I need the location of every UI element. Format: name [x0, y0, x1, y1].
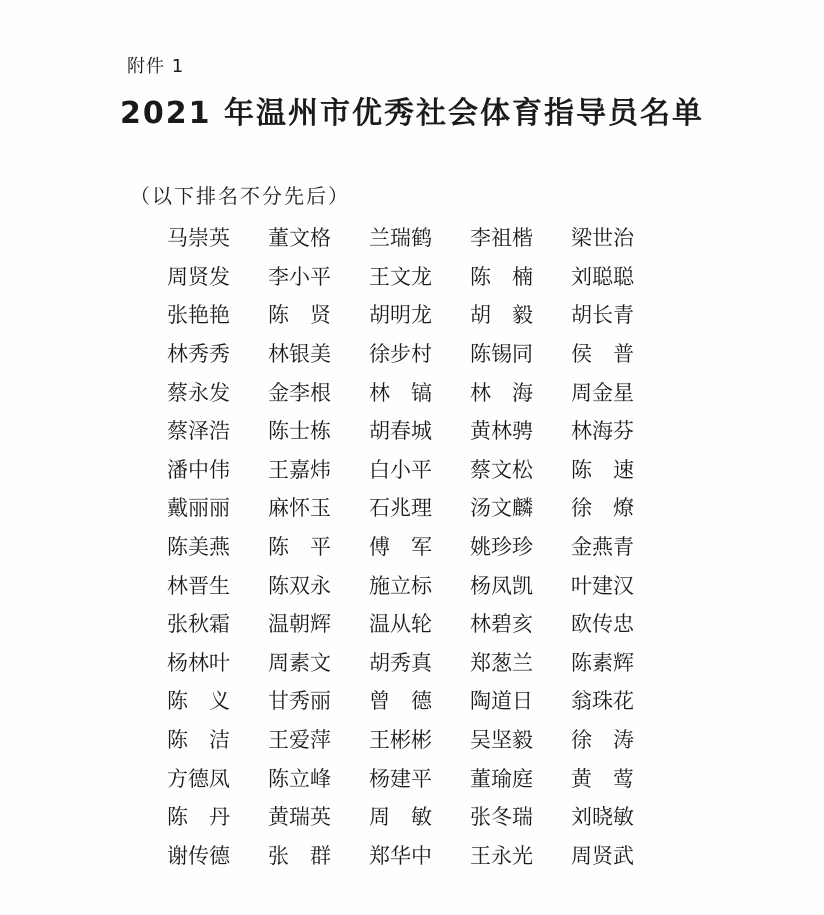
person-name: 金燕青 — [571, 535, 634, 560]
person-name: 黄 莺 — [571, 766, 634, 791]
person-name: 潘中伟 — [167, 457, 230, 482]
person-name: 董瑜庭 — [470, 766, 533, 791]
person-name: 兰瑞鹤 — [369, 226, 432, 251]
person-name: 陈士栋 — [268, 419, 331, 444]
person-name: 张冬瑞 — [470, 805, 533, 830]
person-name: 胡长青 — [571, 303, 634, 328]
person-name: 陈双永 — [268, 573, 331, 598]
person-name: 刘晓敏 — [571, 805, 634, 830]
person-name: 施立标 — [369, 573, 432, 598]
name-row — [148, 295, 668, 334]
person-name: 蔡泽浩 — [167, 419, 230, 444]
person-name: 黄林骋 — [470, 419, 533, 444]
person-name: 陈美燕 — [167, 535, 230, 560]
person-name: 姚珍珍 — [470, 535, 533, 560]
person-name: 李小平 — [268, 264, 331, 289]
person-name: 董文格 — [268, 226, 331, 251]
person-name: 汤文麟 — [470, 496, 533, 521]
person-name: 陈 义 — [167, 689, 230, 714]
person-name: 傅 军 — [369, 535, 432, 560]
person-name: 张 群 — [268, 843, 331, 868]
name-row — [148, 218, 668, 257]
person-name: 金李根 — [268, 380, 331, 405]
person-name: 黄瑞英 — [268, 805, 331, 830]
name-row — [148, 527, 668, 566]
person-name: 林 海 — [470, 380, 533, 405]
person-name: 吴坚毅 — [470, 728, 533, 753]
person-name: 白小平 — [369, 457, 432, 482]
person-name: 马崇英 — [167, 226, 230, 251]
person-name: 王嘉炜 — [268, 457, 331, 482]
name-row — [148, 758, 668, 797]
person-name: 徐步村 — [369, 342, 432, 367]
name-row — [148, 334, 668, 373]
person-name: 郑葱兰 — [470, 650, 533, 675]
person-name: 张艳艳 — [167, 303, 230, 328]
person-name: 王文龙 — [369, 264, 432, 289]
name-row — [148, 372, 668, 411]
name-list — [148, 218, 668, 874]
person-name: 陈 贤 — [268, 303, 331, 328]
name-row — [148, 411, 668, 450]
person-name: 陈素辉 — [571, 650, 634, 675]
person-name: 林晋生 — [167, 573, 230, 598]
person-name: 温从轮 — [369, 612, 432, 637]
person-name: 戴丽丽 — [167, 496, 230, 521]
person-name: 杨建平 — [369, 766, 432, 791]
person-name: 徐 涛 — [571, 728, 634, 753]
name-row — [148, 565, 668, 604]
person-name: 周素文 — [268, 650, 331, 675]
person-name: 陈 速 — [571, 457, 634, 482]
name-row — [148, 797, 668, 836]
person-name: 胡春城 — [369, 419, 432, 444]
person-name: 石兆理 — [369, 496, 432, 521]
name-row — [148, 836, 668, 875]
name-row — [148, 604, 668, 643]
person-name: 杨林叶 — [167, 650, 230, 675]
person-name: 周贤武 — [571, 843, 634, 868]
person-name: 王爱萍 — [268, 728, 331, 753]
person-name: 翁珠花 — [571, 689, 634, 714]
name-row — [148, 720, 668, 759]
name-row — [148, 257, 668, 296]
person-name: 叶建汉 — [571, 573, 634, 598]
person-name: 王彬彬 — [369, 728, 432, 753]
person-name: 杨凤凯 — [470, 573, 533, 598]
person-name: 方德凤 — [167, 766, 230, 791]
person-name: 林海芬 — [571, 419, 634, 444]
person-name: 林 镐 — [369, 380, 432, 405]
person-name: 蔡文松 — [470, 457, 533, 482]
person-name: 陶道日 — [470, 689, 533, 714]
person-name: 曾 德 — [369, 689, 432, 714]
person-name: 温朝辉 — [268, 612, 331, 637]
name-row — [148, 450, 668, 489]
person-name: 胡 毅 — [470, 303, 533, 328]
person-name: 甘秀丽 — [268, 689, 331, 714]
person-name: 陈锡同 — [470, 342, 533, 367]
person-name: 周金星 — [571, 380, 634, 405]
document-title: 2021 年温州市优秀社会体育指导员名单 — [120, 96, 704, 131]
person-name: 李祖楷 — [470, 226, 533, 251]
name-row — [148, 681, 668, 720]
person-name: 徐 燎 — [571, 496, 634, 521]
person-name: 麻怀玉 — [268, 496, 331, 521]
name-row — [148, 643, 668, 682]
person-name: 侯 普 — [571, 342, 634, 367]
person-name: 陈 洁 — [167, 728, 230, 753]
person-name: 陈 丹 — [167, 805, 230, 830]
person-name: 陈 楠 — [470, 264, 533, 289]
person-name: 周贤发 — [167, 264, 230, 289]
person-name: 林银美 — [268, 342, 331, 367]
person-name: 胡明龙 — [369, 303, 432, 328]
person-name: 陈 平 — [268, 535, 331, 560]
person-name: 刘聪聪 — [571, 264, 634, 289]
person-name: 周 敏 — [369, 805, 432, 830]
person-name: 陈立峰 — [268, 766, 331, 791]
attachment-label: 附件 1 — [127, 56, 185, 77]
person-name: 张秋霜 — [167, 612, 230, 637]
person-name: 谢传德 — [167, 843, 230, 868]
person-name: 林碧亥 — [470, 612, 533, 637]
name-row — [148, 488, 668, 527]
person-name: 胡秀真 — [369, 650, 432, 675]
person-name: 王永光 — [470, 843, 533, 868]
person-name: 欧传忠 — [571, 612, 634, 637]
person-name: 郑华中 — [369, 843, 432, 868]
person-name: 梁世治 — [571, 226, 634, 251]
person-name: 蔡永发 — [167, 380, 230, 405]
ranking-note: （以下排名不分先后） — [130, 184, 350, 208]
person-name: 林秀秀 — [167, 342, 230, 367]
